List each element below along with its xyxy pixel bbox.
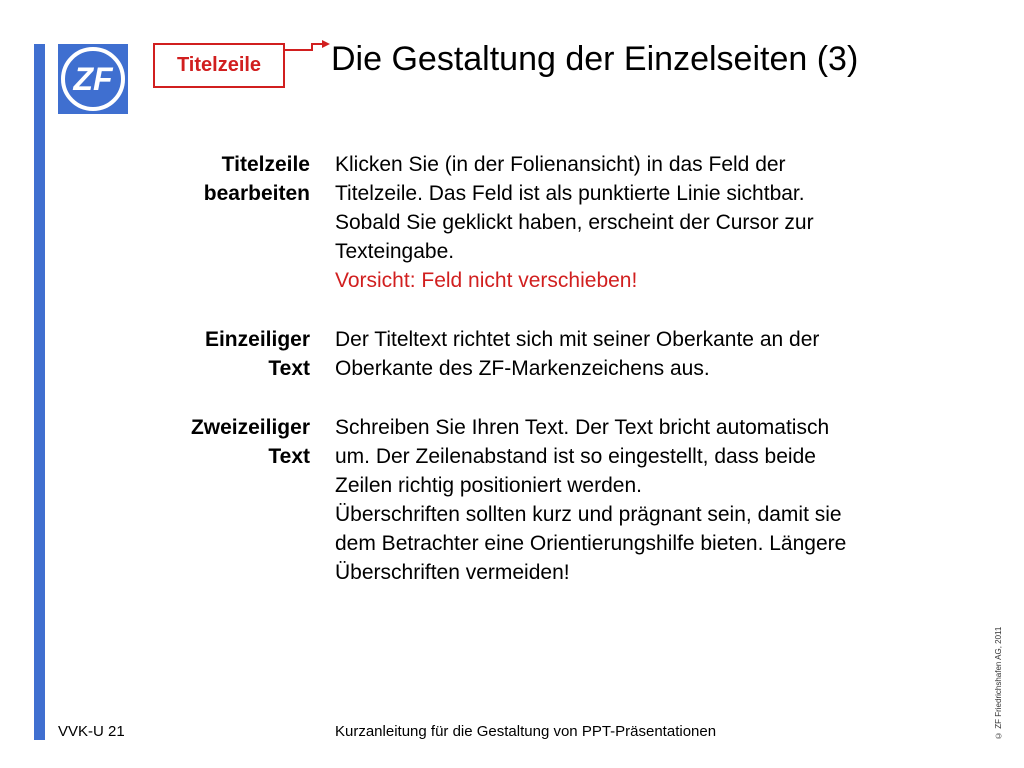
section-label-titelzeile: Titelzeile bearbeiten (203, 153, 310, 205)
section-body-titelzeile: Klicken Sie (in der Folienansicht) in das Feld der Titelzeile. Das Feld ist als punktierte Linie sichtbar. Sobald Sie geklickt haben, erscheint der Cursor zur Texteingabe. Vorsicht: Feld nicht verschieben! (335, 150, 975, 295)
section-body-einzeiliger: Der Titeltext richtet sich mit seiner Oberkante an der Oberkante des ZF-Markenzeichens aus. (335, 328, 820, 380)
section-body-zweizeiliger: Schreiben Sie Ihren Text. Der Text bricht automatisch um. Der Zeilenabstand ist so eingestellt, dass beide Zeilen richtig positioniert werden. Überschriften sollten kurz und prägnant sein, damit sie dem Betrachter eine Orientierungshilfe bieten. Längere Überschriften vermeiden! (335, 416, 847, 584)
footer-doc-title: Kurzanleitung für die Gestaltung von PPT-Präsentationen (335, 723, 717, 740)
section-label-zweizeiliger: Zweizeiliger Text (190, 416, 310, 468)
copyright-notice: © ZF Friedrichshafen AG, 2011 (994, 626, 1003, 740)
section-label-einzeiliger: Einzeiliger Text (204, 328, 310, 380)
svg-text:ZF: ZF (73, 61, 113, 97)
warning-text: Vorsicht: Feld nicht verschieben! (335, 269, 638, 292)
callout-arrow-icon (0, 0, 340, 100)
left-accent-bar (34, 44, 45, 740)
callout-label: Titelzeile (176, 54, 262, 76)
slide-title: Die Gestaltung der Einzelseiten (3) (331, 40, 859, 78)
footer-page-id: VVK-U 21 (58, 723, 125, 740)
